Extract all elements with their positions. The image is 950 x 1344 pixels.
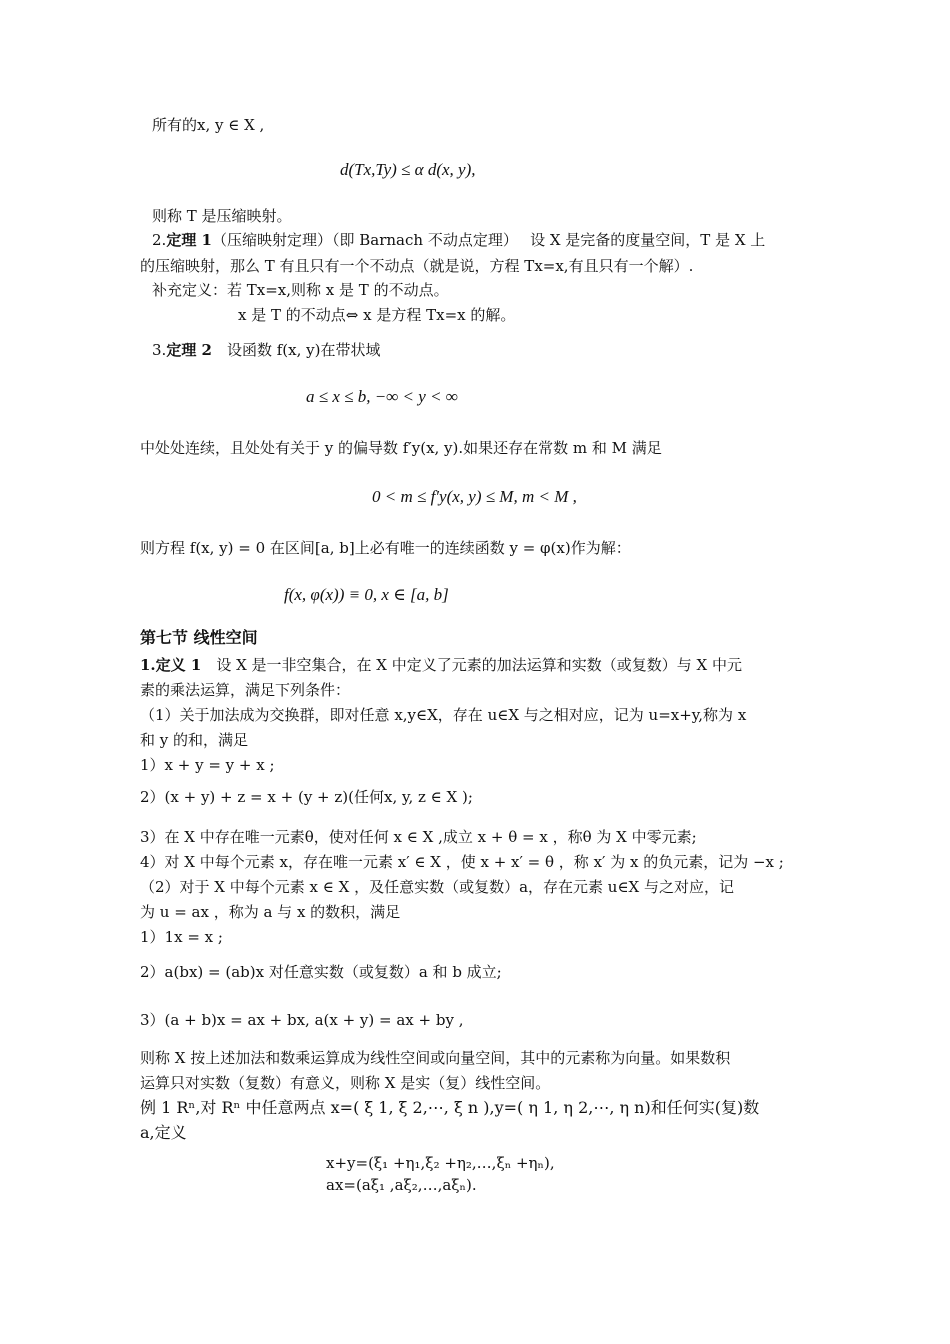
text-line: 则称 T 是压缩映射。 [152, 207, 292, 225]
math-formula: x+y=(ξ₁ +η₁,ξ₂ +η₂,…,ξₙ +ηₙ), [326, 1154, 555, 1172]
theorem-1-line [152, 230, 765, 250]
definition-text: 设 X 是一非空集合，在 X 中定义了元素的加法运算和实数（或复数）与 X 中元 [201, 656, 742, 674]
example-line: 例 1 Rⁿ,对 Rⁿ 中任意两点 x=( ξ 1, ξ 2,⋯, ξ n ),y=( η 1, η 2,⋯, η n)和任何实(复)数 [140, 1098, 760, 1117]
theorem-2-line [152, 340, 380, 360]
axiom-line: 2）a(bx) = (ab)x 对任意实数（或复数）a 和 b 成立; [140, 963, 502, 981]
text-line: 素的乘法运算，满足下列条件： [140, 681, 351, 699]
axiom-line: 3）(a + b)x = ax + bx, a(x + y) = ax + by , [140, 1011, 464, 1029]
theorem-label: 定理 1 [166, 231, 212, 249]
section-number: 3. [152, 341, 167, 359]
text-line: 所有的x, y ∈ X , [152, 116, 265, 134]
text-line: 则称 X 按上述加法和数乘运算成为线性空间或向量空间，其中的元素称为向量。如果数积 [140, 1049, 731, 1067]
text-line: 补充定义：若 Tx=x,则称 x 是 T 的不动点。 [152, 281, 449, 299]
text-line: （2）对于 X 中每个元素 x ∈ X ，及任意实数（或复数）a，存在元素 u∈X 与之对应，记 [140, 878, 734, 896]
theorem-text: 设函数 f(x, y)在带状域 [211, 341, 381, 359]
text-line: 和 y 的和，满足 [140, 731, 249, 749]
axiom-line: 3）在 X 中存在唯一元素θ，使对任何 x ∈ X ,成立 x + θ = x ，称θ 为 X 中零元素; [140, 828, 697, 846]
axiom-line: 4）对 X 中每个元素 x，存在唯一元素 x′ ∈ X ，使 x + x′ = θ ，称 x′ 为 x 的负元素，记为 −x ; [140, 853, 784, 871]
text-line: 为 u = ax ，称为 a 与 x 的数积，满足 [140, 903, 401, 921]
math-formula: d(Tx,Ty) ≤ α d(x, y), [340, 160, 476, 179]
axiom-line: 1）1x = x ; [140, 928, 223, 946]
math-formula: 0 < m ≤ f′y(x, y) ≤ M, m < M , [372, 487, 577, 506]
text-line: 中处处连续，且处处有关于 y 的偏导数 f′y(x, y).如果还存在常数 m 和 M 满足 [140, 439, 662, 457]
text-line: x 是 T 的不动点⇔ x 是方程 Tx=x 的解。 [238, 306, 516, 324]
math-formula: f(x, φ(x)) ≡ 0, x ∈ [a, b] [284, 585, 449, 604]
section-heading: 第七节 线性空间 [140, 628, 258, 647]
axiom-line: 1）x + y = y + x ; [140, 756, 275, 774]
math-formula: a ≤ x ≤ b, −∞ < y < ∞ [306, 387, 458, 406]
theorem-text: （压缩映射定理）（即 Barnach 不动点定理） 设 X 是完备的度量空间，T 是 X 上 [211, 231, 766, 249]
axiom-line: 2）(x + y) + z = x + (y + z)(任何x, y, z ∈ X ); [140, 788, 473, 806]
theorem-label: 定理 2 [166, 341, 212, 359]
definition-1-line [140, 655, 742, 675]
text-line: 运算只对实数（复数）有意义，则称 X 是实（复）线性空间。 [140, 1074, 551, 1092]
definition-label: 1.定义 1 [140, 656, 202, 674]
text-line: （1）关于加法成为交换群，即对任意 x,y∈X，存在 u∈X 与之相对应，记为 u=x+y,称为 x [140, 706, 747, 724]
text-line: a,定义 [140, 1123, 187, 1142]
section-number: 2. [152, 231, 167, 249]
math-formula: ax=(aξ₁ ,aξ₂,…,aξₙ). [326, 1176, 477, 1194]
text-line: 的压缩映射，那么 T 有且只有一个不动点（就是说，方程 Tx=x,有且只有一个解）. [140, 257, 694, 275]
text-line: 则方程 f(x, y) = 0 在区间[a, b]上必有唯一的连续函数 y = φ(x)作为解： [140, 539, 631, 557]
